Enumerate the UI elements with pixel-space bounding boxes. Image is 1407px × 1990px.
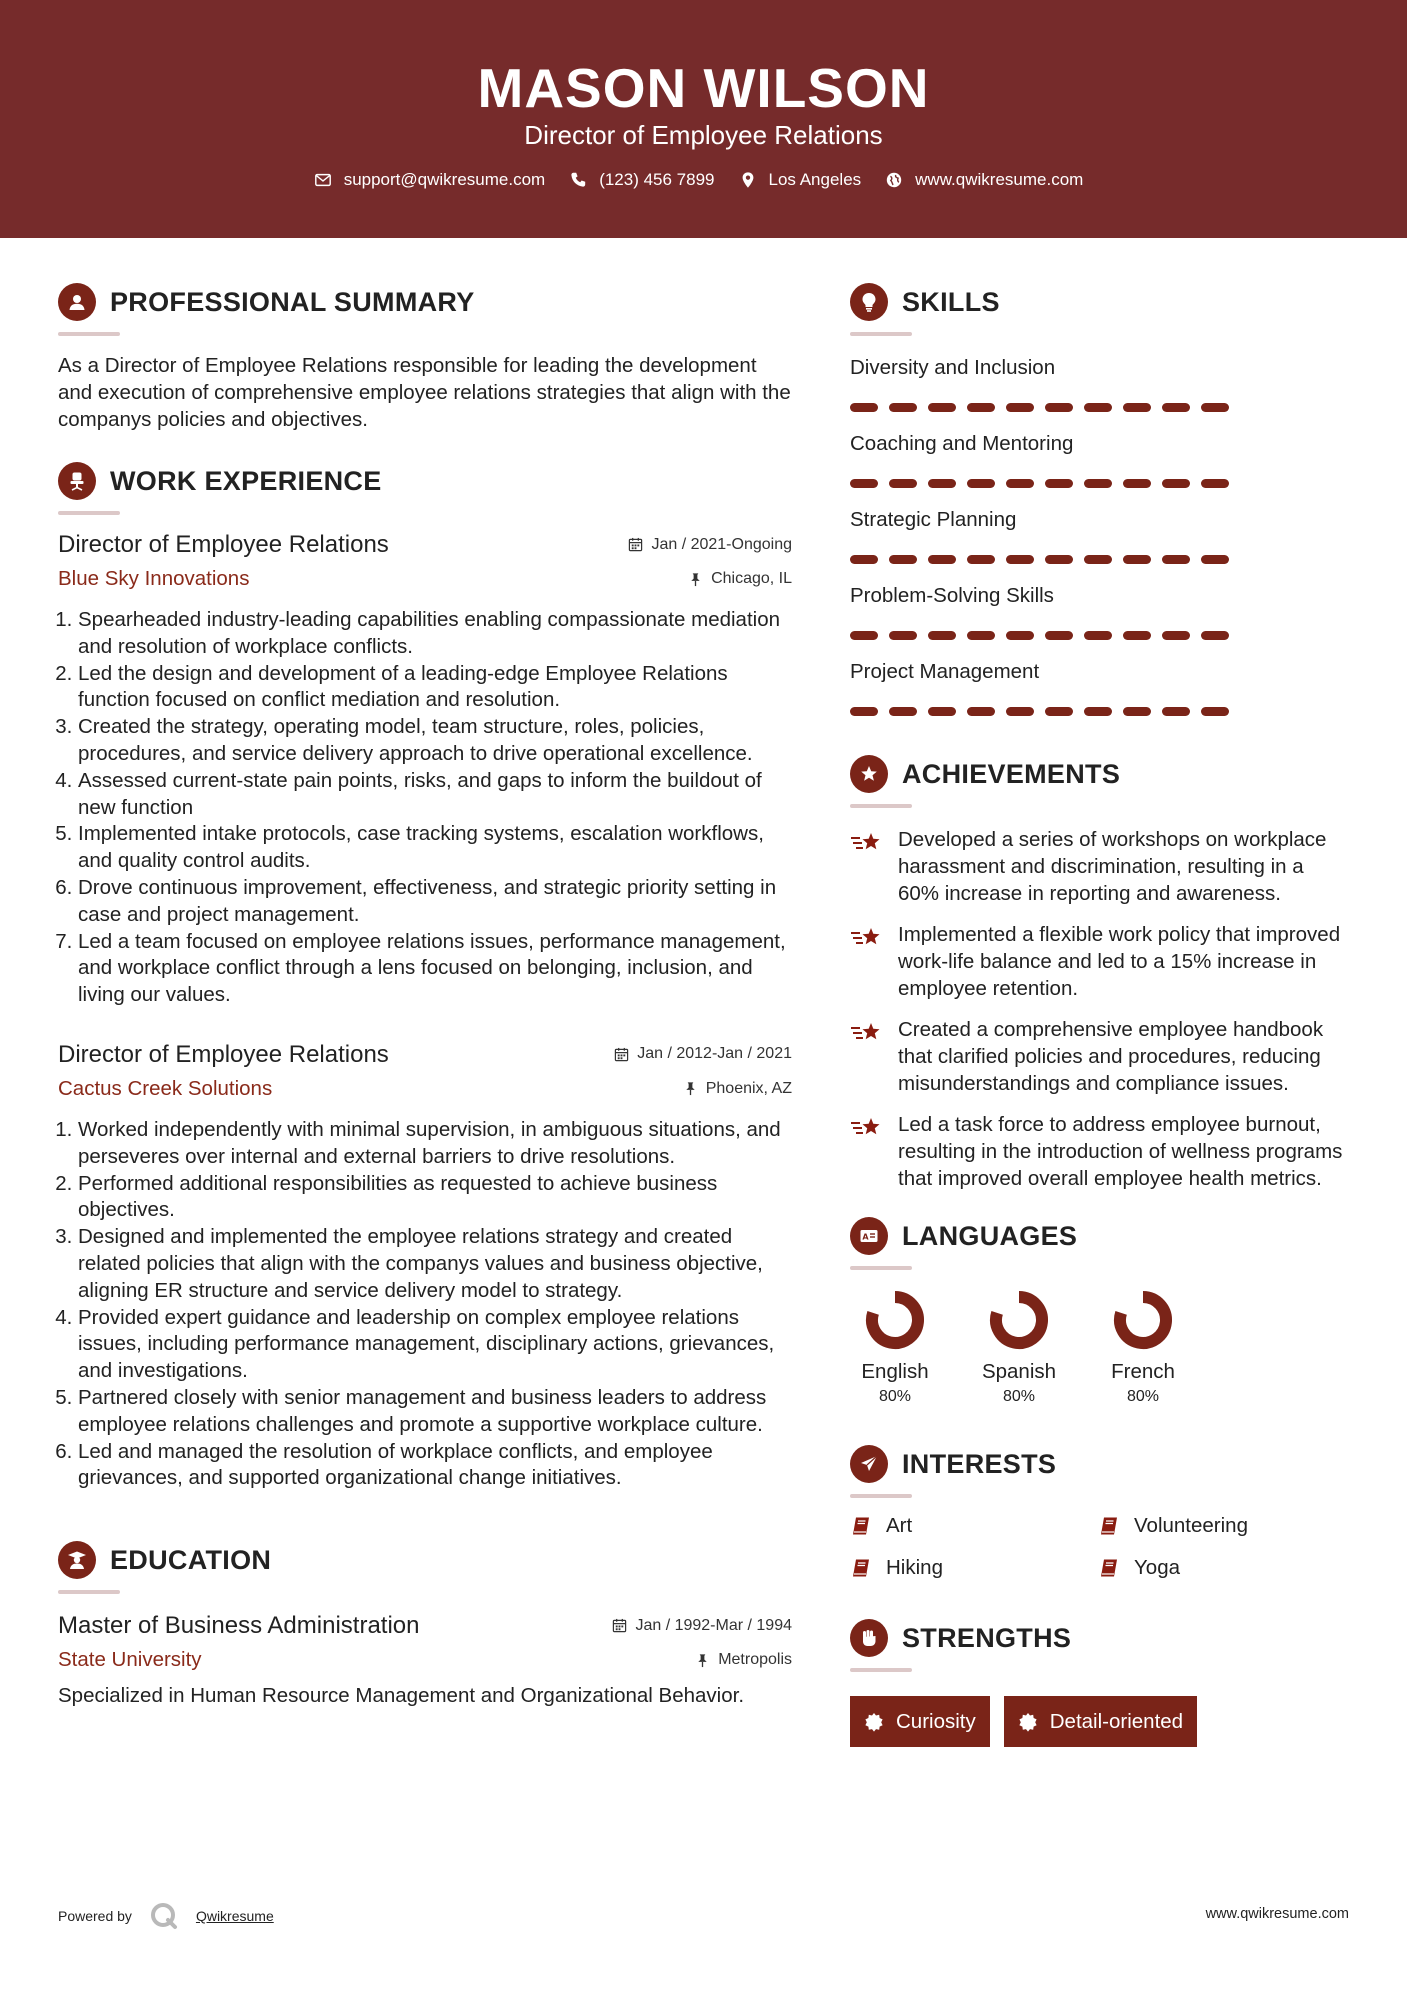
skill-item — [850, 654, 1350, 730]
phone-icon — [569, 171, 587, 189]
company-name: Cactus Creek Solutions — [58, 1076, 273, 1100]
interest-item — [850, 1514, 1098, 1538]
language-ring — [987, 1288, 1051, 1352]
skill-dash — [850, 479, 878, 488]
user-icon — [58, 283, 96, 321]
lightbulb-icon — [850, 283, 888, 321]
section-underline — [850, 1494, 912, 1498]
contact-email[interactable] — [314, 170, 546, 190]
job-bullets — [58, 1117, 792, 1492]
interest-item — [1098, 1556, 1298, 1580]
list-item: 5. Implemented intake protocols, case tracking systems, escalation workflows, and quality control audits. — [78, 821, 792, 875]
skill-dash — [1201, 631, 1229, 640]
skill-dash — [928, 707, 956, 716]
skill-dash — [1045, 403, 1073, 412]
badge-icon — [864, 1712, 884, 1732]
interests-list — [850, 1514, 1350, 1580]
list-item: 2. Led the design and development of a leading-edge Employee Relations function focused on conflict mediation and resolution. — [78, 661, 792, 715]
left-column — [58, 280, 792, 1709]
office-chair-icon — [58, 462, 96, 500]
skill-dash — [1006, 631, 1034, 640]
book-icon — [850, 1557, 872, 1579]
education-heading — [58, 1538, 792, 1582]
list-item: 7. Led a team focused on employee relations issues, performance management, and workplace conflict through a lens focused on belonging, inclusion, and living our values. — [78, 929, 792, 1009]
strength-label: Curiosity — [896, 1709, 976, 1733]
skill-dash — [1201, 707, 1229, 716]
skill-dash — [889, 631, 917, 640]
right-column — [850, 280, 1350, 1747]
languages-title: LANGUAGES — [902, 1220, 1078, 1251]
job-entry — [58, 1041, 792, 1492]
skill-dash — [1123, 631, 1151, 640]
summary-title: PROFESSIONAL SUMMARY — [110, 286, 475, 317]
website-text: www.qwikresume.com — [915, 170, 1084, 189]
job-dates: Jan / 2012-Jan / 2021 — [614, 1045, 792, 1063]
section-underline — [850, 1668, 912, 1672]
skill-dash — [967, 707, 995, 716]
skill-dash — [889, 707, 917, 716]
star-badge-icon — [850, 755, 888, 793]
pushpin-icon — [695, 1653, 710, 1668]
skill-label: Strategic Planning — [850, 508, 1017, 531]
job-dates: Jan / 2021-Ongoing — [628, 536, 792, 554]
strength-label: Detail-oriented — [1049, 1709, 1184, 1733]
achievement-text: Developed a series of workshops on workplace harassment and discrimination, resulting in a 60% increase in reporting and awareness. — [898, 828, 1327, 905]
achievements-title: ACHIEVEMENTS — [902, 758, 1121, 789]
phone-text: (123) 456 7899 — [599, 170, 715, 189]
education-location: Metropolis — [695, 1651, 792, 1669]
contact-bar — [0, 170, 1407, 190]
calendar-icon — [614, 1047, 629, 1062]
section-underline — [850, 804, 912, 808]
skill-dash — [1006, 707, 1034, 716]
fist-icon — [850, 1619, 888, 1657]
achievements-section — [850, 752, 1350, 1192]
candidate-name: MASON WILSON — [477, 57, 930, 119]
interest-label: Art — [886, 1514, 913, 1537]
envelope-icon — [314, 171, 332, 189]
powered-by-label: Powered by — [58, 1908, 132, 1924]
strengths-heading — [850, 1616, 1350, 1660]
interests-heading — [850, 1442, 1350, 1486]
interests-title: INTERESTS — [902, 1448, 1057, 1479]
skill-dash — [928, 631, 956, 640]
achievement-text: Created a comprehensive employee handbook that clarified policies and procedures, reducing misunderstandings and compliance issues. — [898, 1018, 1324, 1095]
list-item: 4. Provided expert guidance and leadership on complex employee relations issues, including performance management, disciplinary actions, grievances, and investigations. — [78, 1305, 792, 1385]
shooting-star-icon — [850, 1115, 884, 1141]
education-title: EDUCATION — [110, 1544, 272, 1575]
skill-dash — [850, 707, 878, 716]
skill-dash — [1084, 707, 1112, 716]
achievements-heading — [850, 752, 1350, 796]
language-name: Spanish — [981, 1360, 1057, 1383]
interest-item — [1098, 1514, 1298, 1538]
section-underline — [58, 332, 120, 336]
book-icon — [850, 1515, 872, 1537]
section-underline — [850, 1266, 912, 1270]
achievement-item — [850, 826, 1350, 907]
skill-dash — [967, 631, 995, 640]
skill-dash — [1006, 555, 1034, 564]
skill-level-bar — [850, 538, 1350, 578]
job-bullets — [58, 607, 792, 1009]
skill-item — [850, 578, 1350, 654]
skill-dash — [1123, 555, 1151, 564]
badge-icon — [1018, 1712, 1038, 1732]
skill-dash — [928, 555, 956, 564]
skill-item — [850, 502, 1350, 578]
graduate-icon — [58, 1541, 96, 1579]
footer-powered-by — [58, 1900, 274, 1932]
education-section — [58, 1538, 792, 1709]
skill-item — [850, 426, 1350, 502]
skill-label: Diversity and Inclusion — [850, 356, 1056, 379]
skill-dash — [928, 479, 956, 488]
interests-section — [850, 1442, 1350, 1580]
skill-label: Project Management — [850, 660, 1040, 683]
skill-dash — [1084, 631, 1112, 640]
job-location: Chicago, IL — [688, 570, 792, 588]
skill-dash — [1162, 707, 1190, 716]
strength-chip — [1004, 1696, 1197, 1747]
calendar-icon — [628, 537, 643, 552]
skill-dash — [1084, 479, 1112, 488]
skills-title: SKILLS — [902, 286, 1000, 317]
skill-dash — [1045, 631, 1073, 640]
skill-dash — [1162, 555, 1190, 564]
education-dates: Jan / 1992-Mar / 1994 — [612, 1617, 792, 1635]
skill-dash — [1162, 403, 1190, 412]
languages-list — [850, 1288, 1350, 1406]
experience-title: WORK EXPERIENCE — [110, 465, 382, 496]
qwikresume-logo-icon — [148, 1900, 180, 1932]
languages-heading — [850, 1214, 1350, 1258]
skill-dash — [889, 403, 917, 412]
skill-dash — [850, 403, 878, 412]
skill-dash — [1162, 479, 1190, 488]
shooting-star-icon — [850, 830, 884, 856]
job-entry — [58, 531, 792, 1009]
strengths-section — [850, 1616, 1350, 1747]
section-underline — [58, 511, 120, 515]
experience-heading — [58, 459, 792, 503]
skills-section — [850, 280, 1350, 730]
list-item: 6. Led and managed the resolution of workplace conflicts, and employee grievances, and supported organizational change initiatives. — [78, 1439, 792, 1493]
skill-dash — [889, 479, 917, 488]
skill-level-bar — [850, 690, 1350, 730]
location-text: Los Angeles — [768, 170, 862, 189]
interest-label: Yoga — [1134, 1556, 1180, 1579]
interest-label: Hiking — [886, 1556, 943, 1579]
company-name: Blue Sky Innovations — [58, 567, 250, 590]
skill-dash — [1006, 479, 1034, 488]
skill-dash — [1006, 403, 1034, 412]
skill-dash — [889, 555, 917, 564]
skill-label: Problem-Solving Skills — [850, 584, 1054, 607]
calendar-icon — [612, 1618, 627, 1633]
paper-plane-icon — [850, 1445, 888, 1483]
language-percent: 80% — [878, 1388, 912, 1405]
languages-section — [850, 1214, 1350, 1406]
shooting-star-icon — [850, 925, 884, 951]
contact-location — [739, 170, 862, 190]
job-title: Director of Employee Relations — [58, 1040, 389, 1068]
shooting-star-icon — [850, 1020, 884, 1046]
skill-item — [850, 350, 1350, 426]
list-item: 4. Assessed current-state pain points, risks, and gaps to inform the buildout of new function — [78, 768, 792, 822]
achievement-item — [850, 1111, 1350, 1192]
summary-heading — [58, 280, 792, 324]
strengths-title: STRENGTHS — [902, 1622, 1072, 1653]
job-location: Phoenix, AZ — [683, 1080, 792, 1098]
list-item: 5. Partnered closely with senior management and business leaders to address employee relations challenges and promote a supportive workplace culture. — [78, 1385, 792, 1439]
pushpin-icon — [683, 1081, 698, 1096]
skill-dash — [967, 479, 995, 488]
education-entry — [58, 1612, 792, 1709]
skill-dash — [1045, 479, 1073, 488]
map-pin-icon — [739, 171, 757, 189]
book-icon — [1098, 1515, 1120, 1537]
skill-level-bar — [850, 614, 1350, 654]
book-icon — [1098, 1557, 1120, 1579]
summary-text: As a Director of Employee Relations responsible for leading the development and execution of comprehensive employee relations strategies that align with the companys policies and objectives. — [58, 354, 791, 431]
list-item: 3. Created the strategy, operating model, team structure, roles, policies, procedures, and service delivery approach to drive operational excellence. — [78, 714, 792, 768]
language-name: French — [1111, 1360, 1175, 1383]
achievement-text: Implemented a flexible work policy that improved work-life balance and led to a 15% increase in employee retention. — [898, 923, 1341, 1000]
skill-dash — [850, 631, 878, 640]
skill-dash — [1123, 707, 1151, 716]
candidate-title: Director of Employee Relations — [524, 120, 883, 150]
list-item: 2. Performed additional responsibilities as requested to achieve business objectives. — [78, 1171, 792, 1225]
language-percent: 80% — [1002, 1388, 1036, 1405]
skill-dash — [1123, 479, 1151, 488]
skill-level-bar — [850, 462, 1350, 502]
list-item: 6. Drove continuous improvement, effectiveness, and strategic priority setting in case and project management. — [78, 875, 792, 929]
email-text: support@qwikresume.com — [343, 170, 546, 189]
achievement-item — [850, 1016, 1350, 1097]
skill-dash — [967, 403, 995, 412]
experience-section — [58, 459, 792, 1492]
skill-dash — [1084, 555, 1112, 564]
achievements-list — [850, 826, 1350, 1192]
job-title: Director of Employee Relations — [58, 531, 389, 558]
interest-item — [850, 1556, 1098, 1580]
skills-heading — [850, 280, 1350, 324]
skill-level-bar — [850, 386, 1350, 426]
section-underline — [58, 1590, 120, 1594]
interest-label: Volunteering — [1134, 1514, 1248, 1537]
school-name: State University — [58, 1648, 202, 1672]
list-item: 1. Spearheaded industry-leading capabilities enabling compassionate mediation and resolution of workplace conflicts. — [78, 607, 792, 661]
strength-chip — [850, 1696, 990, 1747]
degree-title: Master of Business Administration — [58, 1612, 420, 1640]
education-description: Specialized in Human Resource Management and Organizational Behavior. — [58, 1684, 745, 1708]
skill-dash — [850, 555, 878, 564]
svg-text:A: A — [862, 1232, 869, 1242]
summary-section — [58, 280, 792, 433]
skill-label: Coaching and Mentoring — [850, 432, 1074, 455]
achievement-text: Led a task force to address employee burnout, resulting in the introduction of wellness programs that improved overall employee health metrics. — [898, 1113, 1343, 1190]
list-item: 3. Designed and implemented the employee relations strategy and created related policies that align with the companys values and business objective, aligning ER structure and service delivery model to strategy. — [78, 1224, 792, 1304]
skill-dash — [1084, 403, 1112, 412]
strengths-list — [850, 1696, 1350, 1747]
language-ring — [1111, 1288, 1175, 1352]
language-item — [850, 1288, 940, 1406]
globe-icon — [885, 171, 903, 189]
contact-website[interactable] — [885, 170, 1083, 190]
achievement-item — [850, 921, 1350, 1002]
skill-dash — [1201, 555, 1229, 564]
pushpin-icon — [688, 572, 703, 587]
skill-dash — [1162, 631, 1190, 640]
language-ring — [863, 1288, 927, 1352]
brand-link[interactable]: Qwikresume — [195, 1908, 274, 1924]
skill-dash — [1045, 555, 1073, 564]
skills-list — [850, 350, 1350, 730]
list-item: 1. Worked independently with minimal supervision, in ambiguous situations, and perseveres over internal and external barriers to drive resolutions. — [78, 1117, 792, 1171]
skill-dash — [928, 403, 956, 412]
skill-dash — [1201, 479, 1229, 488]
language-item — [1098, 1288, 1188, 1406]
contact-phone[interactable] — [569, 170, 714, 190]
language-percent: 80% — [1126, 1388, 1160, 1405]
language-card-icon — [850, 1217, 888, 1255]
language-item — [974, 1288, 1064, 1406]
language-name: English — [861, 1360, 929, 1383]
section-underline — [850, 332, 912, 336]
skill-dash — [1123, 403, 1151, 412]
skill-dash — [967, 555, 995, 564]
skill-dash — [1045, 707, 1073, 716]
resume-header — [0, 0, 1407, 238]
footer-website[interactable]: www.qwikresume.com — [1205, 1906, 1349, 1922]
skill-dash — [1201, 403, 1229, 412]
